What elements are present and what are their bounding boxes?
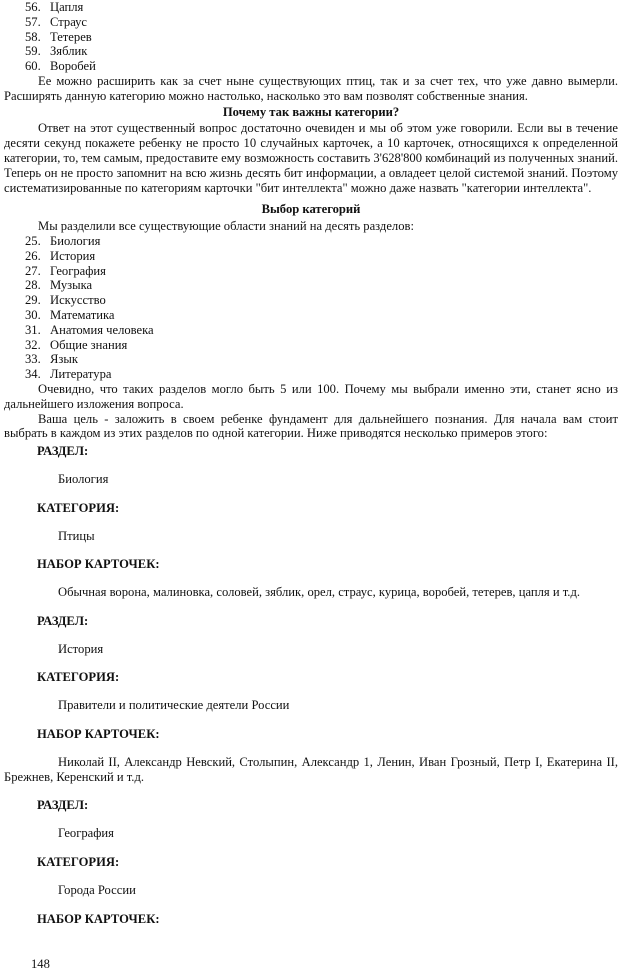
list-item: 28. Музыка (25, 278, 93, 293)
list-item: 29. Искусство (25, 293, 106, 308)
cards-label: НАБОР КАРТОЧЕК: (37, 911, 160, 926)
category-label: КАТЕГОРИЯ: (37, 670, 120, 685)
cards-label: НАБОР КАРТОЧЕК: (37, 727, 160, 742)
cards-label: НАБОР КАРТОЧЕК: (37, 557, 160, 572)
list-item: 58. Тетерев (25, 29, 92, 44)
paragraph-divided: Мы разделили все существующие области знаний на десять разделов: (38, 219, 414, 234)
list-item: 60. Воробей (25, 59, 96, 74)
paragraph-goal: Ваша цель - заложить в своем ребенке фундамент для дальнейшего познания. Для начала вам стоит выбрать в каждом из этих разделов по одной категории. Ниже приводятся несколько примеров этого: (4, 411, 618, 441)
category-label: КАТЕГОРИЯ: (37, 855, 120, 870)
list-item: 31. Анатомия человека (25, 322, 154, 337)
category-value: Правители и политические деятели России (58, 698, 290, 713)
list-item: 25. Биология (25, 233, 101, 248)
heading-why-categories: Почему так важны категории? (222, 104, 400, 119)
list-item: 59. Зяблик (25, 44, 88, 59)
category-value: Города России (58, 882, 136, 897)
category-value: Птицы (58, 528, 95, 543)
section-value: История (58, 641, 104, 656)
list-item: 56. Цапля (25, 0, 84, 14)
section-label: РАЗДЕЛ: (37, 798, 89, 813)
list-item: 32. Общие знания (25, 337, 128, 352)
list-item: 34. Литература (25, 367, 112, 382)
paragraph-answer: Ответ на этот существенный вопрос достаточно очевиден и мы об этом уже говорили. Если вы в течение десяти секунд покажете ребенку не просто 10 случайных карточек, а 10 карточек, относящихся к определенной категории, то, тем самым, предоставите ему возможность составить 3'628'800 комбинаций из полученных знаний. Теперь он не просто запомнит на всю жизнь десять бит информации, а овладеет целой системой знаний. Поэтому систематизированные по категориям карточки "бит интеллекта" можно даже назвать "категории интеллекта". (4, 121, 618, 195)
page-number: 148 (31, 957, 50, 971)
list-item: 27. География (25, 263, 106, 278)
birds-list (4, 0, 618, 74)
cards-value: Обычная ворона, малиновка, соловей, зяблик, орел, страус, курица, воробей, тетерев, цапля и т.д. (58, 585, 581, 600)
section-value: Биология (58, 471, 109, 486)
section-label: РАЗДЕЛ: (37, 613, 89, 628)
list-item: 26. История (25, 248, 96, 263)
cards-value: Николай II, Александр Невский, Столыпин, Александр 1, Ленин, Иван Грозный, Петр I, Екатерина II, Брежнев, Керенский и т.д. (4, 754, 618, 784)
list-item: 57. Страус (25, 14, 88, 29)
list-item: 33. Язык (25, 352, 78, 367)
document-page (4, 0, 618, 926)
paragraph-expand: Ее можно расширить как за счет ныне существующих птиц, так и за счет тех, что уже давно вымерли. Расширять данную категорию можно настолько, насколько это вам позволят собственные знания. (4, 73, 618, 103)
section-value: География (58, 826, 114, 841)
category-label: КАТЕГОРИЯ: (37, 500, 120, 515)
sections-list (4, 234, 618, 382)
section-label: РАЗДЕЛ: (37, 444, 89, 459)
paragraph-obvious: Очевидно, что таких разделов могло быть 5 или 100. Почему мы выбрали именно эти, станет ясно из дальнейшего изложения вопроса. (4, 381, 618, 411)
heading-category-choice: Выбор категорий (261, 202, 361, 217)
list-item: 30. Математика (25, 307, 115, 322)
